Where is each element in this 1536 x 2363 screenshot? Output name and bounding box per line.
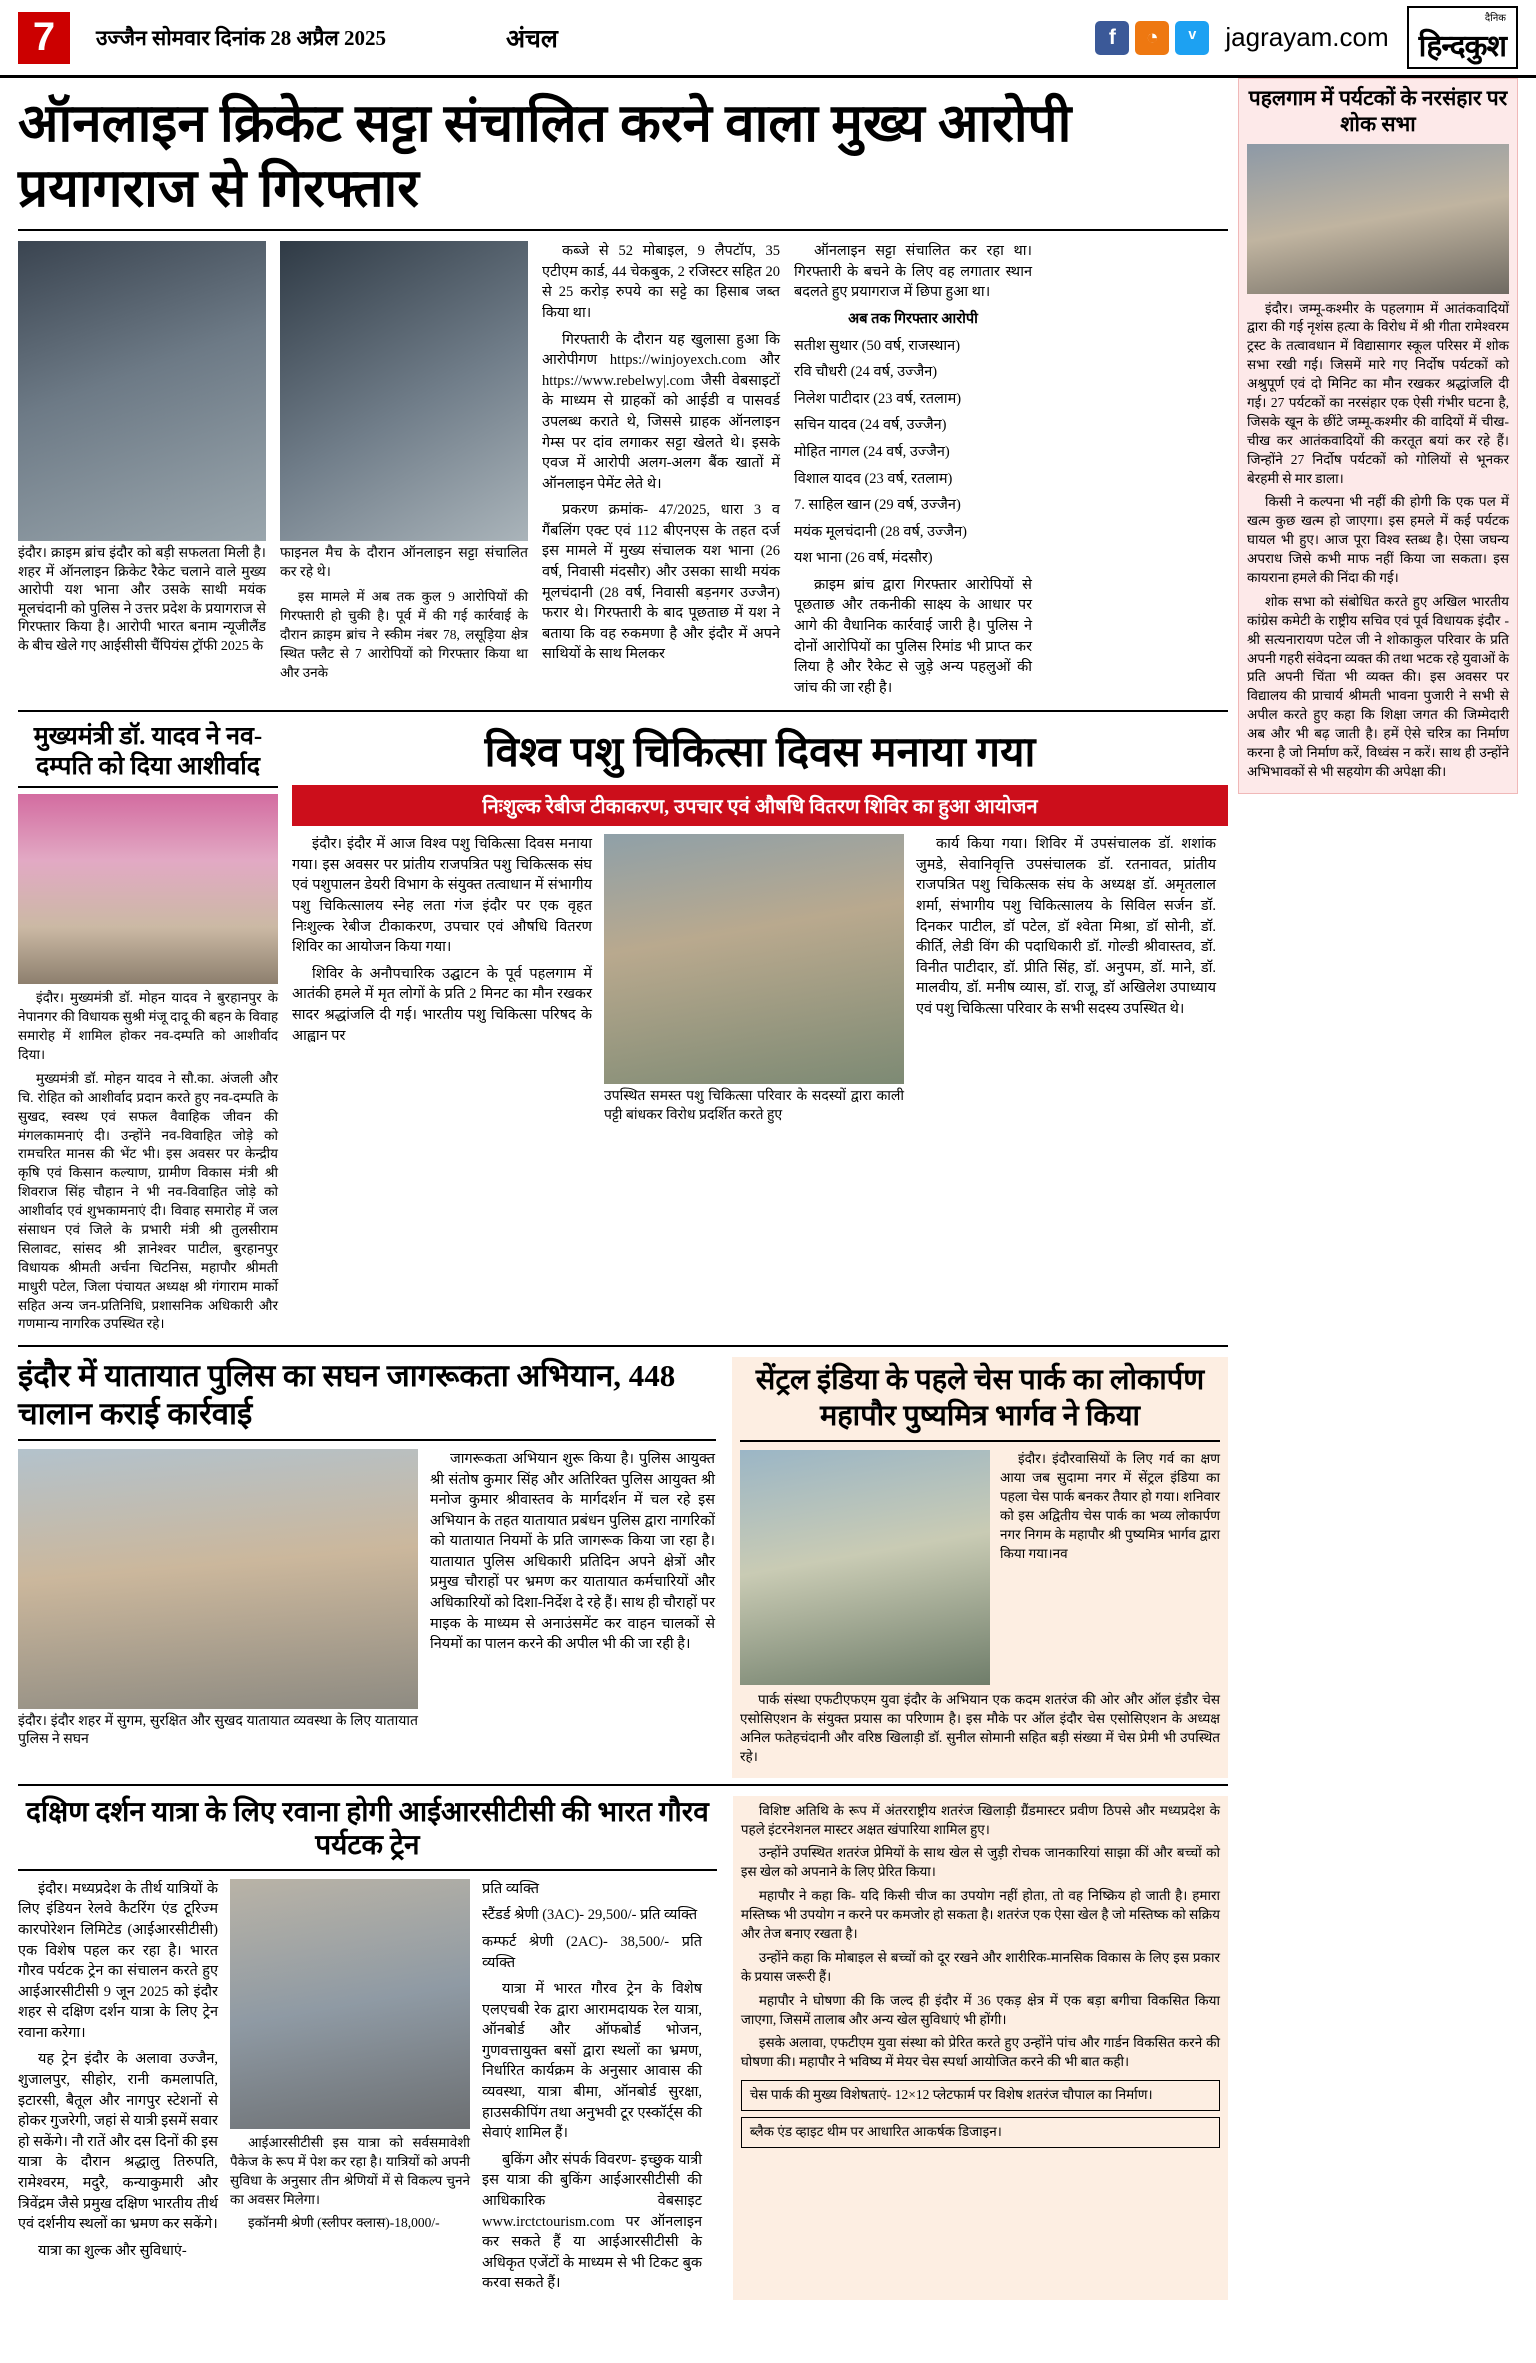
paragraph: यात्रा का शुल्क और सुविधाएं- bbox=[38, 2242, 187, 2259]
paragraph: इंदौर। मध्यप्रदेश के तीर्थ यात्रियों के लिए इंडियन रेलवे कैटरिंग एंड टूरिज्म कारपोरेशन लिमिटेड (आईआरसीटीसी) एक विशेष पहल कर रहा है। भारत गौरव पर्यटक ट्रेन का संचालन करते हुए आईआरसीटीसी 9 जून 2025 को इंदौर शहर से दक्षिण दर्शन यात्रा के लिए ट्रेन रवाना करेगा। bbox=[18, 1880, 218, 2041]
paragraph: पार्क संस्था एफटीएफएम युवा इंदौर के अभियान एक कदम शतरंज की ओर और ऑल इंडौर चेस एसोसिएशन के संयुक्त प्रयास का परिणाम है। इस मौके पर ऑल इंदौर चेस एसोसिएशन के अध्यक्ष अनिल फतेहचंदानी और वरिष्ठ खिलाड़ी डॉ. सुनील सोमानी सहित बड़ी संख्या में चेस प्रेमी भी उपस्थित रहे। bbox=[740, 1692, 1220, 1764]
list-item: 7. साहिल खान (29 वर्ष, उज्जैन) bbox=[794, 497, 961, 514]
list-item: रवि चौधरी (24 वर्ष, उज्जैन) bbox=[794, 364, 938, 381]
twitter-icon[interactable]: ᵛ bbox=[1175, 21, 1209, 55]
paragraph: उन्होंने उपस्थित शतरंज प्रेमियों के साथ खेल से जुड़ी रोचक जानकारियां साझा कीं और बच्चों को इस खेल को अपनाने के लिए प्रेरित किया। bbox=[740, 1845, 1220, 1880]
paragraph: क्राइम ब्रांच द्वारा गिरफ्तार आरोपियों से पूछताछ और तकनीकी साक्ष्य के आधार पर आगे की वैधानिक कार्रवाई जारी है। पुलिस ने दोनों आरोपियों का पुलिस रिमांड भी प्राप्त कर लिया है और रैकेट से जुड़े अन्य पहलुओं की जांच की जा रही है। bbox=[794, 576, 1032, 696]
chess-feature-1: चेस पार्क की मुख्य विशेषताएं- 12×12 प्लेटफार्म पर विशेष शतरंज चौपाल का निर्माण। bbox=[741, 2080, 1220, 2111]
paragraph: बुकिंग और संपर्क विवरण- इच्छुक यात्री इस यात्रा की बुकिंग आईआरसीटीसी की आधिकारिक वेबसाइट www.irctctourism.com पर ऑनलाइन कर सकते हैं या आईआरसीटीसी के अधिकृत एजेंटों के माध्यम से भी टिकट बुक करवा सकते हैं। bbox=[482, 2151, 702, 2292]
section-title: अंचल bbox=[505, 25, 558, 53]
dateline: उज्जैन सोमवार दिनांक 28 अप्रैल 2025 bbox=[96, 25, 386, 50]
list-item: यश भाना (26 वर्ष, मंदसौर) bbox=[794, 550, 933, 567]
list-item: सचिन यादव (24 वर्ष, उज्जैन) bbox=[794, 417, 947, 434]
paragraph: इंदौर। इंदौर में आज विश्व पशु चिकित्सा दिवस मनाया गया। इस अवसर पर प्रांतीय राजपत्रित पशु चिकित्सक संघ एवं पशुपालन डेयरी विभाग के संयुक्त तत्वाधान में संभागीय पशु चिकित्सालय स्नेह लता गंज इंदौर पर एक वृहत निःशुल्क रेबीज टीकाकरण, उपचार एवं औषधि वितरण शिविर का आयोजन किया गया। bbox=[292, 836, 592, 956]
chess-park-title: सेंट्रल इंडिया के पहले चेस पार्क का लोकार्पण महापौर पुष्यमित्र भार्गव ने किया bbox=[740, 1363, 1220, 1442]
cm-blessing-title: मुख्यमंत्री डॉ. यादव ने नव-दम्पति को दिया आशीर्वाद bbox=[18, 722, 278, 788]
second-band bbox=[18, 722, 1228, 1339]
paragraph: प्रकरण क्रमांक- 47/2025, धारा 3 व गैंबलिंग एक्ट एवं 112 बीएनएस के तहत दर्ज इस मामले में मुख्य संचालक यश भाना (26 वर्ष, निवासी मंदसौर) और उसका साथी मयंक मूलचंदानी (28 वर्ष, निवासी बड़नगर उज्जैन) फरार थे। गिरफ्तारी के बाद पूछताछ में यश ने बताया कि वह रुकमणा है और इंदौर में अपने साथियों के साथ मिलकर bbox=[542, 502, 780, 663]
list-item: सतीश सुथार (50 वर्ष, राजस्थान) bbox=[794, 337, 961, 354]
paragraph: जागरूकता अभियान शुरू किया है। पुलिस आयुक्त श्री संतोष कुमार सिंह और अतिरिक्त पुलिस आयुक्त श्री मनोज कुमार श्रीवास्तव के मार्गदर्शन में चल रहे इस अभियान के तहत यातायात प्रबंधन पुलिस द्वारा नागरिकों को यातायात नियमों के प्रति जागरूक किया जा रहा है। यातायात पुलिस अधिकारी प्रतिदिन अपने क्षेत्रों और प्रमुख चौराहों पर भ्रमण कर यातायात कर्मचारियों और अधिकारियों को दिशा-निर्देश दे रहे हैं। साथ ही चौराहों पर माइक के माध्यम से अनाउंसमेंट कर वाहन चालकों से नियमों का पालन करने की अपील भी की जा रही है। bbox=[430, 1450, 715, 1653]
logo-title: हिन्दकुश bbox=[1418, 30, 1506, 63]
paragraph: कार्य किया गया। शिविर में उपसंचालक डॉ. शशांक जुमडे, सेवानिवृत्ति उपसंचालक डॉ. रतनावत, प्रांतीय राजपत्रित पशु चिकित्सक संघ के अध्यक्ष डॉ. अमृतलाल शर्मा, संभागीय पशु चिकित्सालय के सिविल सर्जन डॉ. दिनकर पाटील, डॉ पटेल, डॉ श्वेता मिश्रा, डॉ सोनी, डॉ. कीर्ति, लेडी विंग की पदाधिकारी डॉ. गोल्डी श्रीवास्तव, डॉ. विनीत पाटीदार, डॉ. प्रीति सिंह, डॉ. अनुपम, डॉ. माने, डॉ. मालवीय, डॉ. मनीष व्यास, डॉ. राजू, डॉ अखिलेश उपाध्याय एवं पशु चिकित्सा परिवार के सभी सदस्य उपस्थित थे। bbox=[916, 836, 1216, 1017]
social-links bbox=[1095, 21, 1209, 55]
vet-day-photo bbox=[604, 834, 904, 1084]
paragraph: इंदौर। जम्मू-कश्मीर के पहलगाम में आतंकवादियों द्वारा की गई नृशंस हत्या के विरोध में श्री गीता रामेश्वरम ट्रस्ट के तत्वावधान में विद्यासागर स्कूल परिसर में शोक सभा रखी गई। जिसमें मारे गए निर्दोष पर्यटकों को अश्रुपूर्ण एवं दो मिनिट का मौन रखकर श्रद्धांजलि दी गई। 27 पर्यटकों का नरसंहार एक ऐसी गंभीर घटना है, जिसके खून के छींटे जम्मू-कश्मीर की वादियों में चीख-चीख कर आतंकवादियों की करतूत बयां कर रहे हैं। जिन्होंने 27 निर्दोष पर्यटकों को गोलियों से भूनकर बेरहमी से मार डाला। bbox=[1247, 300, 1509, 486]
vet-day-column-2 bbox=[916, 834, 1216, 1125]
paragraph: उन्होंने कहा कि मोबाइल से बच्चों को दूर रखने और शारीरिक-मानसिक विकास के लिए इस प्रकार के प्रयास जरूरी हैं। bbox=[740, 1949, 1220, 1984]
train-column-1 bbox=[18, 1879, 218, 2300]
list-item: विशाल यादव (23 वर्ष, रतलाम) bbox=[794, 470, 953, 487]
condolence-title: पहलगाम में पर्यटकों के नरसंहार पर शोक सभा bbox=[1248, 86, 1508, 137]
paragraph: गिरफ्तारी के दौरान यह खुलासा हुआ कि आरोपीगण https://winjoyexch.com और https://www.rebelwy|.com जैसी वेबसाइटों के माध्यम से ग्राहकों को आईडी व पासवर्ड उपलब्ध कराते थे, जिससे ग्राहक ऑनलाइन गेम्स पर दांव लगाकर सट्टा खेलते थे। इसके एवज में आरोपी अलग-अलग बैंक खातों में ऑनलाइन पेमेंट लेते थे। bbox=[542, 331, 780, 492]
lead-column-2 bbox=[542, 241, 780, 704]
paragraph: कब्जे से 52 मोबाइल, 9 लैपटॉप, 35 एटीएम कार्ड, 44 चेकबुक, 2 रजिस्टर सहित 20 से 25 करोड़ रुपये का सट्टे का हिसाब जब्त किया था। bbox=[542, 243, 780, 322]
traffic-body bbox=[430, 1449, 715, 1750]
paragraph: आईआरसीटीसी इस यात्रा को सर्वसमावेशी पैकेज के रूप में पेश कर रहा है। यात्रियों को अपनी सुविधा के अनुसार तीन श्रेणियों में से विकल्प चुनने का अवसर मिलेगा। bbox=[230, 2134, 470, 2207]
list-item: निलेश पाटीदार (23 वर्ष, रतलाम) bbox=[794, 390, 962, 407]
vet-day-column-1 bbox=[292, 834, 592, 1125]
condolence-photo bbox=[1247, 144, 1509, 294]
facebook-icon[interactable]: f bbox=[1095, 21, 1129, 55]
lead-photo-2 bbox=[280, 241, 528, 541]
train-column-2 bbox=[230, 2134, 470, 2233]
third-band bbox=[18, 1357, 1228, 1777]
paragraph: इसके अलावा, एफटीएम युवा संस्था को प्रेरित करते हुए उन्होंने पांच और गार्डन विकसित करने की घोषणा की। महापौर ने भविष्य में मेयर चेस स्पर्धा आयोजित करने की भी बात कही। bbox=[740, 2035, 1220, 2070]
train-column-3 bbox=[482, 1879, 702, 2300]
paragraph: यात्रा में भारत गौरव ट्रेन के विशेष एलएचबी रेक द्वारा आरामदायक रेल यात्रा, ऑनबोर्ड और ऑफबोर्ड भोजन, गुणवत्तायुक्त बसों द्वारा स्थलों का भ्रमण, निर्धारित कार्यक्रम के अनुसार आवास की व्यवस्था, यात्रा बीमा, ऑनबोर्ड सुरक्षा, हाउसकीपिंग तथा अनुभवी टूर एस्कॉर्ट्स की सेवाएं शामिल हैं। bbox=[482, 1981, 702, 2142]
vet-day-subtitle: निःशुल्क रेबीज टीकाकरण, उपचार एवं औषधि वितरण शिविर का हुआ आयोजन bbox=[292, 785, 1228, 826]
lead-photo-1-caption: इंदौर। क्राइम ब्रांच इंदौर को बड़ी सफलता मिली है। शहर में ऑनलाइन क्रिकेट रैकेट चलाने वाले मुख्य आरोपी यश भाना और उसके साथी मयंक मूलचंदानी को पुलिस ने उत्तर प्रदेश के प्रयागराज से गिरफ्तार किया है। आरोपी भारत बनाम न्यूजीलैंड के बीच खेले गए आईसीसी चैंपियंस ट्रॉफी 2025 के bbox=[18, 546, 266, 654]
right-sidebar bbox=[1238, 78, 1518, 2300]
website-url[interactable]: jagrayam.com bbox=[1225, 22, 1389, 52]
fourth-band bbox=[18, 1796, 1228, 2300]
masthead bbox=[0, 0, 1536, 78]
traffic-photo bbox=[18, 1449, 418, 1709]
traffic-title: इंदौर में यातायात पुलिस का सघन जागरूकता अभियान, 448 चालान कराई कार्रवाई bbox=[18, 1357, 716, 1441]
paragraph: शिविर के अनौपचारिक उद्घाटन के पूर्व पहलगाम में आतंकी हमले में मृत लोगों के प्रति 2 मिनट का मौन रखकर सादर श्रद्धांजलि दी गई। भारतीय पशु चिकित्सा परिषद के आह्वान पर bbox=[292, 965, 592, 1044]
vet-day-photo-caption: उपस्थित समस्त पशु चिकित्सा परिवार के सदस्यों द्वारा काली पट्टी बांधकर विरोध प्रदर्शित करते हुए bbox=[604, 1089, 904, 1123]
logo-subtitle: दैनिक bbox=[1484, 13, 1506, 24]
chess-park-story bbox=[732, 1357, 1228, 1777]
paragraph: इकॉनमी श्रेणी (स्लीपर क्लास)-18,000/- bbox=[248, 2215, 440, 2231]
cm-blessing-story bbox=[18, 722, 278, 1339]
arrested-list-title: अब तक गिरफ्तार आरोपी bbox=[848, 311, 978, 328]
train-title: दक्षिण दर्शन यात्रा के लिए रवाना होगी आईआरसीटीसी की भारत गौरव पर्यटक ट्रेन bbox=[18, 1796, 717, 1871]
paragraph: स्टैंडर्ड श्रेणी (3AC)- 29,500/- प्रति व्यक्ति bbox=[482, 1907, 698, 1924]
lead-photo-2-caption: फाइनल मैच के दौरान ऑनलाइन सट्टा संचालित कर रहे थे। bbox=[280, 546, 528, 580]
list-item: मोहित नागल (24 वर्ष, उज्जैन) bbox=[794, 443, 950, 460]
condolence-body bbox=[1247, 300, 1509, 782]
paragraph: यह ट्रेन इंदौर के अलावा उज्जैन, शुजालपुर, सीहोर, रानी कमलापति, इटारसी, बैतूल और नागपुर स्टेशनों से होकर गुजरेगी, जहां से यात्री इसमें सवार हो सकेंगे। नौ रातें और दस दिनों की इस यात्रा के दौरान श्रद्धालु तिरुपति, रामेश्वरम, मदुरै, कन्याकुमारी और त्रिवेंद्रम जैसे प्रमुख दक्षिण भारतीय तीर्थ एवं दर्शनीय स्थलों का भ्रमण कर सकेंगे। bbox=[18, 2051, 218, 2233]
vet-day-story bbox=[292, 722, 1228, 1339]
chess-park-continued bbox=[733, 1796, 1228, 2300]
cm-blessing-body bbox=[18, 989, 278, 1334]
traffic-story bbox=[18, 1357, 716, 1777]
paragraph: मुख्यमंत्री डॉ. मोहन यादव ने सौ.का. अंजली और चि. रोहित को आशीर्वाद प्रदान करते हुए नव-दम्पति के सुखद, स्वस्थ एवं सफल वैवाहिक जीवन की मंगलकामनाएं दी। उन्होंने नव-विवाहित जोड़े को रामचरित मानस की भेंट भी। इस अवसर पर केन्द्रीय कृषि एवं किसान कल्याण, ग्रामीण विकास मंत्री श्री शिवराज सिंह चौहान ने भी नव-विवाहित जोड़े को आशीर्वाद एवं शुभकामनाएं दी। विवाह समारोह में जल संसाधन एवं जिले के प्रभारी मंत्री श्री तुलसीराम सिलावट, सांसद श्री ज्ञानेश्वर पाटील, बुरहानपुर विधायक श्रीमती अर्चना चिटनिस, महापौर श्रीमती माधुरी पटेल, जिला पंचायत अध्यक्ष श्री गंगाराम मार्को सहित अन्य जन-प्रतिनिधि, प्रशासनिक अधिकारी और गणमान्य नागरिक उपस्थित रहे। bbox=[18, 1070, 278, 1332]
train-photo bbox=[230, 1879, 470, 2129]
chess-feature-2: ब्लैक एंड व्हाइट थीम पर आधारित आकर्षक डिजाइन। bbox=[741, 2117, 1220, 2148]
train-story bbox=[18, 1796, 717, 2300]
chess-park-intro bbox=[1000, 1450, 1220, 1685]
list-item: मयंक मूलचंदानी (28 वर्ष, उज्जैन) bbox=[794, 523, 967, 540]
page-number: 7 bbox=[18, 12, 70, 64]
chess-park-body bbox=[740, 1691, 1220, 1767]
paragraph: महापौर ने घोषणा की कि जल्द ही इंदौर में 36 एकड़ क्षेत्र में एक बड़ा बगीचा विकसित किया जाएगा, जिसमें तालाब और अन्य खेल सुविधाएं भी होंगी। bbox=[740, 1992, 1220, 2027]
paragraph: कम्फर्ट श्रेणी (2AC)- 38,500/- प्रति व्यक्ति bbox=[482, 1933, 702, 1971]
condolence-story bbox=[1238, 78, 1518, 794]
paragraph: महापौर ने कहा कि- यदि किसी चीज का उपयोग नहीं होता, तो वह निष्क्रिय हो जाती है। हमारा मस्तिष्क भी उपयोग न करने पर कमजोर हो सकता है। शतरंज एक ऐसा खेल है जो मस्तिष्क को सक्रिय और तेज बनाए रखता है। bbox=[740, 1888, 1220, 1941]
paragraph: इंदौर। मुख्यमंत्री डॉ. मोहन यादव ने बुरहानपुर के नेपानगर की विधायक सुश्री मंजू दादू की बहन के विवाह समारोह में शामिल होकर नव-दम्पति को आशीर्वाद दिया। bbox=[18, 990, 278, 1062]
traffic-photo-caption: इंदौर। इंदौर शहर में सुगम, सुरक्षित और सुखद यातायात व्यवस्था के लिए यातायात पुलिस ने सघन bbox=[18, 1713, 418, 1748]
lead-photo-1 bbox=[18, 241, 266, 541]
newspaper-logo bbox=[1407, 6, 1518, 69]
paragraph: विशिष्ट अतिथि के रूप में अंतरराष्ट्रीय शतरंज खिलाड़ी ग्रैंडमास्टर प्रवीण ठिपसे और मध्यप्रदेश के पहले इंटरनेशनल मास्टर अक्षत खंपारिया शामिल हुए। bbox=[740, 1802, 1220, 1837]
paragraph: प्रति व्यक्ति bbox=[482, 1880, 540, 1897]
paragraph: शोक सभा को संबोधित करते हुए अखिल भारतीय कांग्रेस कमेटी के राष्ट्रीय सचिव एवं पूर्व विधायक इंदौर - श्री सत्यनारायण पटेल जी ने शोकाकुल परिवार के प्रति अपनी गहरी संवेदना व्यक्त की तथा भटक रहे युवाओं के प्रति अपनी चिंता भी व्यक्त की। इस अवसर पर विद्यालय की प्राचार्य श्रीमती भावना पुजारी ने सभी से अपील करते हुए कहा कि शिक्षा जगत की जिम्मेदारी अब और भी बढ़ जाती है। हमें ऐसे चरित्र का निर्माण करना है जो निर्माण करें, विध्वंस न करें। साथ ही उन्होंने अभिभावकों से भी सहयोग की अपेक्षा की। bbox=[1247, 593, 1509, 779]
cm-blessing-photo bbox=[18, 794, 278, 984]
paragraph: किसी ने कल्पना भी नहीं की होगी कि एक पल में खत्म कुछ खत्म हो जाएगा। इस हमले में कई पर्यटक घायल भी हुए। आज पूरा विश्व स्तब्ध है। ऐसा जघन्य अपराध जिसे कभी माफ नहीं किया जा सकता। इस कायराना हमले की निंदा की गई। bbox=[1247, 494, 1509, 585]
rss-icon[interactable]: ◔ bbox=[1135, 21, 1169, 55]
lead-column-3 bbox=[794, 241, 1032, 704]
paragraph: ऑनलाइन सट्टा संचालित कर रहा था। गिरफ्तारी के बचने के लिए वह लगातार स्थान बदलते हुए प्रयागराज में छिपा हुआ था। bbox=[794, 243, 1032, 301]
vet-day-title: विश्व पशु चिकित्सा दिवस मनाया गया bbox=[484, 730, 1036, 777]
chess-park-photo bbox=[740, 1450, 990, 1685]
lead-col1-p1: इस मामले में अब तक कुल 9 आरोपियों की गिरफ्तारी हो चुकी है। पूर्व में की गई कार्रवाई के दौरान क्राइम ब्रांच ने स्कीम नंबर 78, लसूड़िया क्षेत्र स्थित फ्लैट से 7 आरोपियों को गिरफ्तार किया था और उनके bbox=[280, 589, 528, 680]
paragraph: इंदौर। इंदौरवासियों के लिए गर्व का क्षण आया जब सुदामा नगर में सेंट्रल इंडिया का पहला चेस पार्क बनकर तैयार हो गया। शनिवार को इस अद्वितीय चेस पार्क का भव्य लोकार्पण नगर निगम के महापौर श्री पुष्यमित्र भार्गव द्वारा किया गया।नव bbox=[1000, 1451, 1220, 1561]
lead-story bbox=[18, 92, 1228, 704]
lead-headline: ऑनलाइन क्रिकेट सट्टा संचालित करने वाला मुख्य आरोपी प्रयागराज से गिरफ्तार bbox=[18, 95, 1072, 218]
